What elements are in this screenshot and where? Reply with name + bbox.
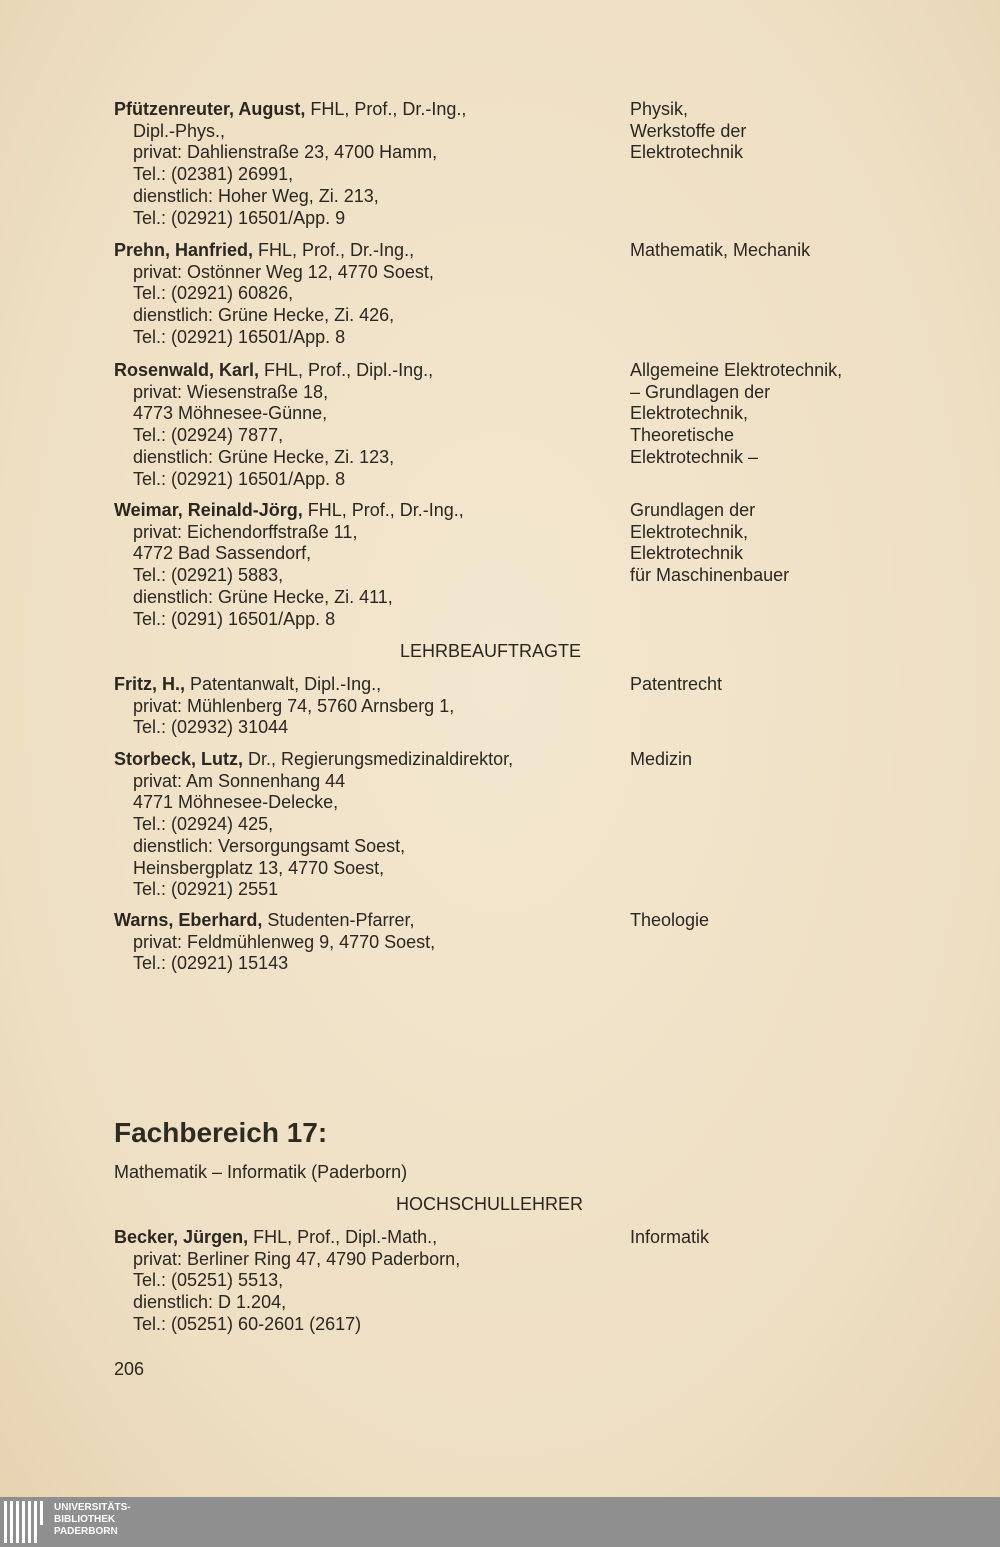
subject-line: Werkstoffe der [630, 120, 747, 141]
page-number: 206 [114, 1359, 145, 1379]
entry-detail-line: Tel.: (02921) 16501/App. 8 [133, 468, 346, 489]
entry-details [114, 910, 614, 975]
subject-line: Physik, [630, 99, 689, 119]
entry-subject [630, 910, 960, 932]
entry-details [114, 749, 614, 901]
entry-first-line [114, 1227, 614, 1249]
entry-details [114, 1227, 614, 1336]
entry-detail-line: dienstlich: Grüne Hecke, Zi. 411, [133, 586, 393, 607]
entry-detail-line: dienstlich: D 1.204, [133, 1292, 287, 1313]
entry-detail-line: privat: Ostönner Weg 12, 4770 Soest, [133, 261, 434, 282]
subject-line: Elektrotechnik – [630, 446, 759, 467]
entry-detail-line: Tel.: (02381) 26991, [133, 164, 294, 185]
entry-detail-line: Tel.: (02932) 31044 [133, 717, 289, 738]
entry-detail-line: Tel.: (02921) 60826, [133, 283, 294, 304]
entry-detail-line: 4773 Möhnesee-Günne, [133, 403, 328, 424]
heading-lehrbeauftragte: LEHRBEAUFTRAGTE [400, 641, 582, 661]
library-name [54, 1502, 131, 1538]
entry-detail-line: privat: Am Sonnenhang 44 [133, 770, 346, 791]
entry-detail-line: Heinsbergplatz 13, 4770 Soest, [133, 857, 385, 878]
person-name: Warns, Eberhard, [114, 910, 263, 930]
entry-detail-line: Tel.: (02924) 7877, [133, 425, 284, 446]
subject-line: Patentrecht [630, 674, 723, 694]
person-title: FHL, Prof., Dr.-Ing., [302, 500, 464, 520]
entry-subject [630, 360, 960, 469]
person-title: Studenten-Pfarrer, [262, 910, 415, 930]
subject-line: Allgemeine Elektrotechnik, [630, 360, 843, 380]
entry-detail-line: 4772 Bad Sassendorf, [133, 543, 312, 564]
subject-line: Informatik [630, 1227, 710, 1247]
person-title: Dr., Regierungsmedizinaldirektor, [243, 749, 514, 769]
library-name-line: UNIVERSITÄTS- [54, 1502, 131, 1513]
subject-line: Theoretische [630, 425, 735, 446]
entry-detail-line: dienstlich: Grüne Hecke, Zi. 123, [133, 446, 395, 467]
entry-subject [630, 1227, 960, 1249]
subject-line: Elektrotechnik, [630, 521, 749, 542]
entry-first-line [114, 99, 614, 121]
entry-subject [630, 500, 960, 587]
subject-line: für Maschinenbauer [630, 565, 790, 586]
entry-detail-line: privat: Berliner Ring 47, 4790 Paderborn, [133, 1248, 461, 1269]
person-title: FHL, Prof., Dr.-Ing., [253, 240, 415, 260]
entry-subject [630, 674, 960, 696]
subject-line: Medizin [630, 749, 693, 769]
entry-first-line [114, 360, 614, 382]
entry-detail-line: dienstlich: Versorgungsamt Soest, [133, 835, 406, 856]
entry-detail-line: Tel.: (02921) 15143 [133, 953, 289, 974]
entry-first-line [114, 500, 614, 522]
entry-detail-line: privat: Feldmühlenweg 9, 4770 Soest, [133, 931, 436, 952]
person-name: Becker, Jürgen, [114, 1227, 249, 1247]
entry-first-line [114, 910, 614, 932]
entry-detail-line: privat: Mühlenberg 74, 5760 Arnsberg 1, [133, 695, 455, 716]
subject-line: Grundlagen der [630, 500, 756, 520]
entry-first-line [114, 240, 614, 262]
entry-detail-line: Dipl.-Phys., [133, 120, 226, 141]
subject-line: Elektrotechnik, [630, 403, 749, 424]
person-name: Rosenwald, Karl, [114, 360, 260, 380]
footer-bar [0, 1497, 1000, 1547]
entry-detail-line: privat: Dahlienstraße 23, 4700 Hamm, [133, 142, 438, 163]
entry-detail-line: 4771 Möhnesee-Delecke, [133, 792, 339, 813]
entry-subject [630, 240, 960, 262]
entry-details [114, 99, 614, 229]
subject-line: Mathematik, Mechanik [630, 240, 811, 260]
person-name: Storbeck, Lutz, [114, 749, 244, 769]
library-name-line: BIBLIOTHEK [54, 1514, 116, 1525]
person-name: Pfützenreuter, August, [114, 99, 306, 119]
entry-detail-line: Tel.: (02921) 2551 [133, 879, 279, 900]
person-title: Patentanwalt, Dipl.-Ing., [185, 674, 382, 694]
entry-details [114, 360, 614, 490]
entry-detail-line: privat: Eichendorffstraße 11, [133, 521, 358, 542]
subject-line: Elektrotechnik [630, 142, 744, 163]
entry-detail-line: privat: Wiesenstraße 18, [133, 381, 329, 402]
person-title: FHL, Prof., Dipl.-Math., [248, 1227, 438, 1247]
person-name: Weimar, Reinald-Jörg, [114, 500, 303, 520]
fachbereich-title: Fachbereich 17: [114, 1117, 328, 1148]
library-name-line: PADERBORN [54, 1526, 118, 1537]
entry-subject [630, 749, 960, 771]
entry-detail-line: Tel.: (05251) 60-2601 (2617) [133, 1313, 362, 1334]
person-name: Fritz, H., [114, 674, 185, 694]
entry-details [114, 240, 614, 349]
entry-details [114, 500, 614, 630]
entry-detail-line: Tel.: (02921) 16501/App. 9 [133, 207, 346, 228]
subject-line: Theologie [630, 910, 710, 930]
fachbereich-subtitle: Mathematik – Informatik (Paderborn) [114, 1162, 408, 1182]
person-title: FHL, Prof., Dr.-Ing., [305, 99, 467, 119]
entry-detail-line: Tel.: (0291) 16501/App. 8 [133, 608, 336, 629]
entry-detail-line: Tel.: (02921) 5883, [133, 565, 284, 586]
entry-detail-line: dienstlich: Grüne Hecke, Zi. 426, [133, 305, 395, 326]
entry-subject [630, 99, 960, 164]
person-title: FHL, Prof., Dipl.-Ing., [259, 360, 434, 380]
entry-first-line [114, 749, 614, 771]
subject-line: Elektrotechnik [630, 543, 744, 564]
subject-line: – Grundlagen der [630, 381, 771, 402]
entry-detail-line: dienstlich: Hoher Weg, Zi. 213, [133, 185, 379, 206]
entry-detail-line: Tel.: (02924) 425, [133, 814, 274, 835]
person-name: Prehn, Hanfried, [114, 240, 254, 260]
entry-first-line [114, 674, 614, 696]
entry-detail-line: Tel.: (05251) 5513, [133, 1270, 284, 1291]
entry-details [114, 674, 614, 739]
entry-detail-line: Tel.: (02921) 16501/App. 8 [133, 326, 346, 347]
heading-hochschullehrer: HOCHSCHULLEHRER [396, 1194, 584, 1214]
library-logo-icon [4, 1501, 44, 1543]
